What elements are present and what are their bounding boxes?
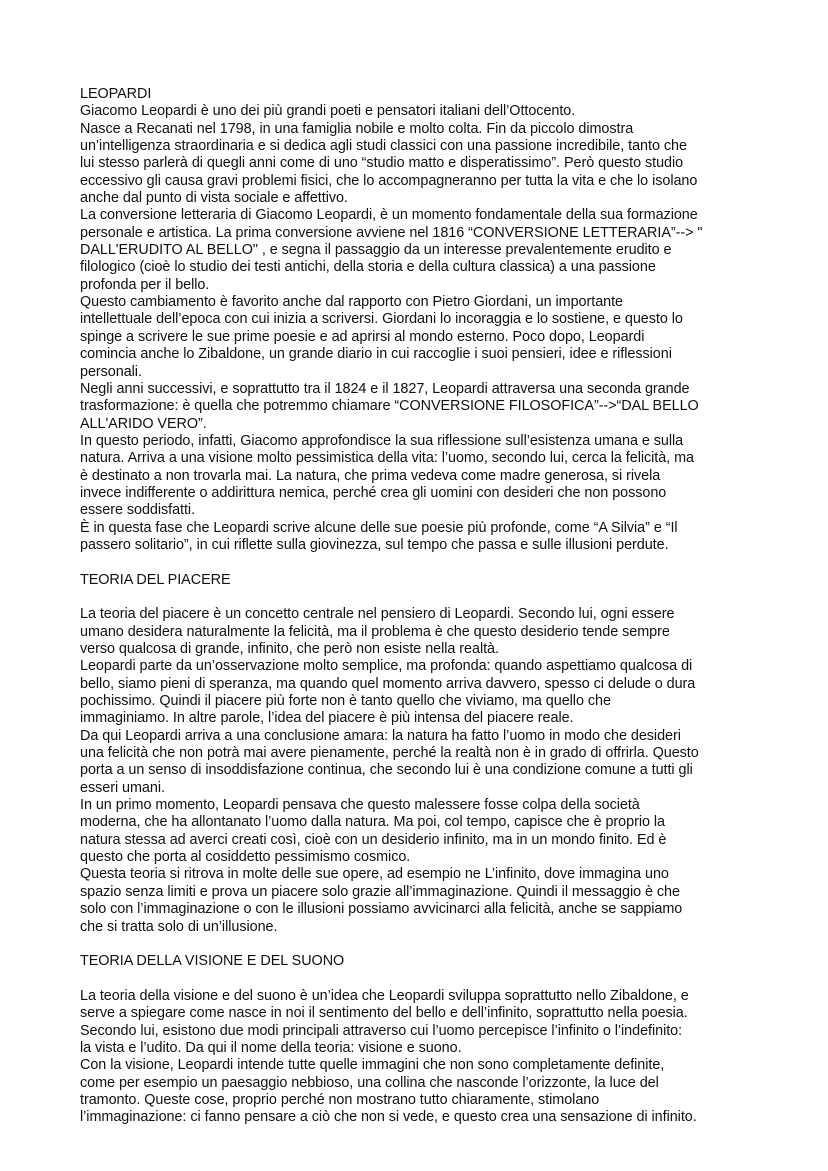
text-line: DALL'ERUDITO AL BELLO" , e segna il passaggio da un interesse prevalentemente erudito e [80,242,672,259]
text-line: Nasce a Recanati nel 1798, in una famiglia nobile e molto colta. Fin da piccolo dimostra [80,120,634,137]
text-line: Questo cambiamento è favorito anche dal rapporto con Pietro Giordani, un importante [80,294,624,311]
text-line: natura. Arriva a una visione molto pessimistica della vita: l’uomo, secondo lui, cerca la felicità, ma [80,450,694,467]
text-line: umano desidera naturalmente la felicità, ma il problema è che questo desiderio tende sempre [80,623,670,640]
text-line: In un primo momento, Leopardi pensava che questo malessere fosse colpa della società [80,797,640,814]
text-line: La teoria del piacere è un concetto centrale nel pensiero di Leopardi. Secondo lui, ogni essere [80,606,675,623]
text-line: In questo periodo, infatti, Giacomo approfondisce la sua riflessione sull’esistenza umana e sulla [80,432,684,449]
section-heading: TEORIA DEL PIACERE [80,571,231,588]
text-line: comincia anche lo Zibaldone, un grande diario in cui raccoglie i suoi pensieri, idee e riflessioni [80,346,672,363]
text-line: invece indifferente o addirittura nemica, perché crea gli uomini con desideri che non possono [80,484,667,501]
section-teoria-visione-suono [80,953,800,1126]
text-line: trasformazione: è quella che potremmo chiamare “CONVERSIONE FILOSOFICA”-->“DAL BELLO [80,398,699,415]
blank-line [80,936,800,953]
text-line: eccessivo gli causa gravi problemi fisici, che lo accompagneranno per tutta la vita e che lo isolano [80,172,698,189]
text-line: solo con l’immaginazione o con le illusioni possiamo avvicinarci alla felicità, anche se sappiamo [80,901,683,918]
text-line: che si tratta solo di un’illusione. [80,918,278,935]
text-line: anche dal punto di vista sociale e affettivo. [80,190,348,207]
text-line: La conversione letteraria di Giacomo Leopardi, è un momento fondamentale della sua formazione [80,207,698,224]
text-line: pochissimo. Quindi il piacere più forte non è tanto quello che viviamo, ma quello che [80,693,611,710]
text-line: passero solitario”, in cui riflette sulla giovinezza, sul tempo che passa e sulle illusioni perdute. [80,536,669,553]
text-line: profonda per il bello. [80,276,210,293]
text-line: l’immaginazione: ci fanno pensare a ciò che non si vede, e questo crea una sensazione di infinito. [80,1109,697,1126]
text-line: essere soddisfatti. [80,502,196,519]
text-line: è destinato a non trovarla mai. La natura, che prima vedeva come madre generosa, si rivela [80,467,661,484]
text-line: la vista e l’udito. Da qui il nome della teoria: visione e suono. [80,1039,462,1056]
text-line: Secondo lui, esistono due modi principali attraverso cui l’uomo percepisce l’infinito o l’indefinito: [80,1022,683,1039]
text-line: natura stessa ad averci creati così, cioè con un desiderio infinito, ma in un mondo finito. Ed è [80,831,667,848]
text-line: personale e artistica. La prima conversione avviene nel 1816 “CONVERSIONE LETTERARIA”--> " [80,224,703,241]
text-line: La teoria della visione e del suono è un’idea che Leopardi sviluppa soprattutto nello Zibaldone, e [80,987,689,1004]
text-line: spinge a scrivere le sue prime poesie e ad aprirsi al mondo esterno. Poco dopo, Leopardi [80,328,645,345]
text-line: Con la visione, Leopardi intende tutte quelle immagini che non sono completamente definite, [80,1057,665,1074]
section-heading: TEORIA DELLA VISIONE E DEL SUONO [80,953,345,970]
text-line: intellettuale dell’epoca con cui inizia a scriversi. Giordani lo incoraggia e lo sostiene, e questo lo [80,311,683,328]
text-line: come per esempio un paesaggio nebbioso, una collina che nasconde l’orizzonte, la luce del [80,1074,659,1091]
text-line: serve a spiegare come nasce in noi il sentimento del bello e dell’infinito, soprattutto nella poesia. [80,1005,688,1022]
text-line: Da qui Leopardi arriva a una conclusione amara: la natura ha fatto l’uomo in modo che desideri [80,727,681,744]
text-line: una felicità che non potrà mai avere pienamente, perché la realtà non è in grado di offrirla. Questo [80,745,699,762]
text-line: ALL'ARIDO VERO”. [80,415,207,432]
blank-line [80,589,800,606]
section-heading: LEOPARDI [80,86,152,102]
blank-line [80,554,800,571]
text-line: questo che porta al cosiddetto pessimismo cosmico. [80,849,411,866]
text-line: personali. [80,363,142,380]
text-line: porta a un senso di insoddisfazione continua, che secondo lui è una condizione comune a tutti gli [80,762,693,779]
text-line: lui stesso parlerà di quegli anni come di uno “studio matto e disperatissimo”. Però questo studio [80,155,684,172]
text-line: Giacomo Leopardi è uno dei più grandi poeti e pensatori italiani dell’Ottocento. [80,103,576,120]
text-line: moderna, che ha allontanato l’uomo dalla natura. Ma poi, col tempo, capisce che è proprio la [80,814,665,831]
section-leopardi [80,86,800,554]
text-line: Leopardi parte da un’osservazione molto semplice, ma profonda: quando aspettiamo qualcosa di [80,658,693,675]
text-line: un’intelligenza straordinaria e si dedica agli studi classici con una passione incredibile, tanto che [80,138,687,155]
text-line: filologico (cioè lo studio dei testi antichi, della storia e della cultura classica) a una passione [80,259,656,276]
text-line: spazio senza limiti e prova un piacere solo grazie all’immaginazione. Quindi il messaggio è che [80,883,680,900]
text-line: tramonto. Queste cose, proprio perché non mostrano tutto chiaramente, stimolano [80,1091,600,1108]
blank-line [80,971,800,988]
text-line: È in questa fase che Leopardi scrive alcune delle sue poesie più profonde, come “A Silvia” e “Il [80,519,678,536]
section-teoria-del-piacere [80,572,800,936]
document-page [80,86,800,1127]
text-line: esseri umani. [80,779,165,796]
text-line: Negli anni successivi, e soprattutto tra il 1824 e il 1827, Leopardi attraversa una seconda grande [80,380,690,397]
text-line: bello, siamo pieni di speranza, ma quando quel momento arriva davvero, spesso ci delude o dura [80,675,696,692]
text-line: Questa teoria si ritrova in molte delle sue opere, ad esempio ne L’infinito, dove immagina uno [80,866,669,883]
text-line: verso qualcosa di grande, infinito, che però non esiste nella realtà. [80,641,499,657]
text-line: immaginiamo. In altre parole, l’idea del piacere è più intensa del piacere reale. [80,710,574,727]
